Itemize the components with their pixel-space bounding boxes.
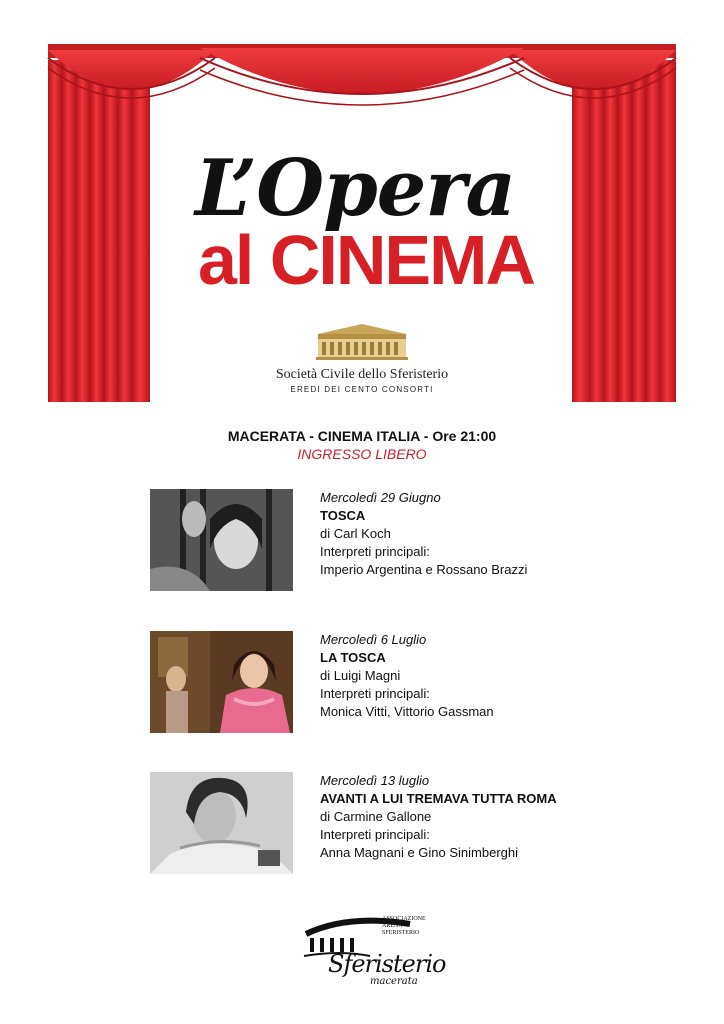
film-director: di Luigi Magni <box>320 668 401 683</box>
theatre-building-icon <box>314 320 410 360</box>
arena-sferisterio-logo <box>300 912 450 992</box>
cast-label: Interpreti principali: <box>320 686 430 701</box>
title-line-opera: L’Opera <box>195 143 516 234</box>
cast-label: Interpreti principali: <box>320 544 430 559</box>
film-director: di Carl Koch <box>320 526 391 541</box>
free-entry-note: INGRESSO LIBERO <box>297 446 427 462</box>
film-title: LA TOSCA <box>320 650 386 665</box>
association-label: ASSOCIAZIONE ARENA SFERISTERIO <box>382 916 426 936</box>
sferisterio-wordmark: Sferisterio <box>328 950 446 978</box>
film-title: AVANTI A LUI TREMAVA TUTTA ROMA <box>320 791 557 806</box>
screening-date: Mercoledì 29 Giugno <box>320 490 441 505</box>
screening-item <box>150 631 610 736</box>
film-still-la-tosca <box>150 631 293 733</box>
city-label: macerata <box>370 976 418 987</box>
cast-label: Interpreti principali: <box>320 827 430 842</box>
screening-item <box>150 772 610 877</box>
film-cast: Imperio Argentina e Rossano Brazzi <box>320 562 528 577</box>
film-cast: Monica Vitti, Vittorio Gassman <box>320 704 494 719</box>
screening-item <box>150 489 610 594</box>
film-still-avanti-a-lui <box>150 772 293 874</box>
sponsor-name: Società Civile dello Sferisterio <box>275 367 449 382</box>
screening-info <box>320 489 527 579</box>
venue-line: MACERATA - CINEMA ITALIA - Ore 21:00 <box>227 428 497 444</box>
title-line-cinema: al CINEMA <box>198 221 534 299</box>
film-title: TOSCA <box>320 508 366 523</box>
screening-date: Mercoledì 6 Luglio <box>320 632 427 647</box>
screening-date: Mercoledì 13 luglio <box>320 773 430 788</box>
screening-info <box>320 631 494 721</box>
film-still-tosca <box>150 489 293 591</box>
left-drape <box>48 60 150 402</box>
film-director: di Carmine Gallone <box>320 809 432 824</box>
right-drape <box>572 60 676 402</box>
screening-info <box>320 772 557 862</box>
sponsor-logo <box>262 320 462 394</box>
sponsor-subtitle: EREDI DEI CENTO CONSORTI <box>290 385 434 394</box>
film-cast: Anna Magnani e Gino Sinimberghi <box>320 845 519 860</box>
